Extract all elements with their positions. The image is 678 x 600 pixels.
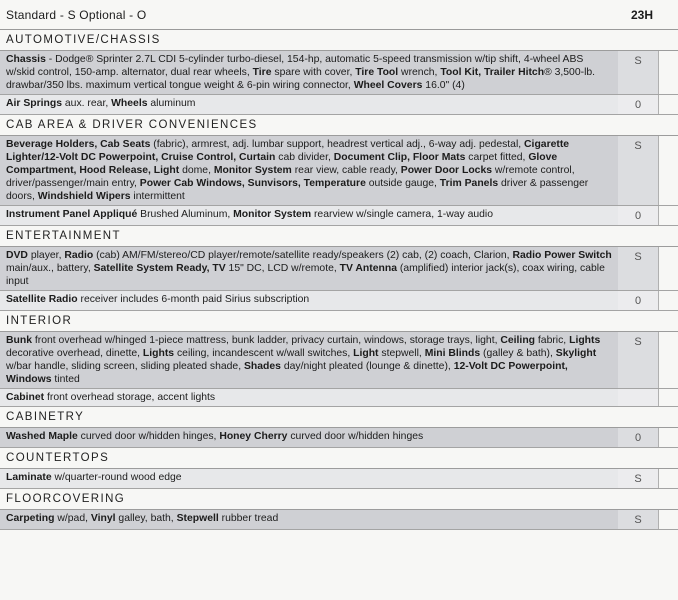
- feature-name: Ceiling: [500, 335, 536, 346]
- section-title: ENTERTAINMENT: [0, 226, 678, 247]
- feature-detail: cab divider,: [275, 152, 334, 163]
- feature-detail: aux. rear,: [62, 98, 112, 109]
- row-edge: [658, 389, 678, 406]
- feature-detail: outside gauge,: [365, 178, 440, 189]
- feature-detail: main/aux., battery,: [6, 263, 94, 274]
- feature-detail: 16.0" (4): [422, 80, 465, 91]
- availability-value: S: [618, 247, 658, 290]
- feature-detail: curved door w/hidden hinges,: [77, 431, 220, 442]
- feature-detail: ® 3,500-lb. drawbar/350 lbs. maximum vertical tongue weight & 6-pin wiring connector,: [6, 67, 596, 91]
- feature-name: TV Antenna: [339, 263, 397, 274]
- feature-name: Tire: [252, 67, 272, 78]
- spec-row: [0, 291, 678, 311]
- row-edge: [658, 247, 678, 290]
- feature-detail: w/quarter-round wood edge: [51, 472, 182, 483]
- feature-detail: (fabric), armrest, adj. lumbar support, headrest vertical adj., 6-way adj. pedestal,: [150, 139, 525, 150]
- feature-detail: tinted: [51, 374, 80, 385]
- feature-name: Trim Panels: [439, 178, 499, 189]
- feature-name: Cigarette Lighter/12-Volt DC Powerpoint, Cruise Control, Curtain: [6, 139, 570, 163]
- feature-detail: (cab) AM/FM/stereo/CD player/remote/satellite ready/speakers (2) cab, (2) coach, Clarion,: [93, 250, 513, 261]
- feature-name: Vinyl: [90, 513, 116, 524]
- feature-detail: carpet fitted,: [465, 152, 529, 163]
- availability-value: S: [618, 469, 658, 488]
- feature-detail: w/bar handle, sliding screen, sliding pleated shade,: [6, 361, 244, 372]
- feature-name: Beverage Holders, Cab Seats: [6, 139, 151, 150]
- feature-name: Windshield Wipers: [37, 191, 131, 202]
- feature-name: Light: [353, 348, 379, 359]
- feature-name: Stepwell: [176, 513, 219, 524]
- row-edge: [658, 510, 678, 529]
- feature-name: Air Springs: [6, 98, 63, 109]
- feature-name: Washed Maple: [6, 431, 78, 442]
- section-title: CAB AREA & DRIVER CONVENIENCES: [0, 115, 678, 136]
- feature-name: Wheels: [111, 98, 148, 109]
- feature-name: Document Clip, Floor Mats: [333, 152, 466, 163]
- feature-name: Power Cab Windows, Sunvisors, Temperature: [139, 178, 366, 189]
- model-column-header: 23H: [630, 7, 653, 22]
- feature-name: Tire Tool: [355, 67, 399, 78]
- spec-row: [0, 136, 678, 206]
- feature-name: Tool Kit, Trailer Hitch: [440, 67, 545, 78]
- feature-detail: decorative overhead, dinette,: [6, 348, 143, 359]
- feature-name: Monitor System: [213, 165, 292, 176]
- feature-detail: front overhead w/hinged 1-piece mattress, bunk ladder, privacy curtain, windows, storage trays, light,: [31, 335, 501, 346]
- feature-name: Lights: [569, 335, 601, 346]
- spec-description: [0, 247, 618, 290]
- spec-row: [0, 247, 678, 291]
- spec-row: [0, 95, 678, 115]
- spec-description: [0, 136, 618, 205]
- spec-row: [0, 332, 678, 389]
- feature-name: Radio: [64, 250, 94, 261]
- row-edge: [658, 136, 678, 205]
- feature-name: Mini Blinds: [424, 348, 481, 359]
- availability-value: 0: [618, 291, 658, 310]
- spec-description: [0, 95, 618, 114]
- feature-detail: player,: [27, 250, 65, 261]
- feature-detail: driver & passenger doors,: [6, 178, 589, 202]
- availability-value: S: [618, 51, 658, 94]
- legend-bar: [0, 0, 678, 30]
- spec-description: [0, 469, 618, 488]
- feature-name: Honey Cherry: [219, 431, 288, 442]
- availability-value: S: [618, 332, 658, 388]
- section-title: INTERIOR: [0, 311, 678, 332]
- feature-name: Satellite Radio: [6, 294, 78, 305]
- feature-detail: receiver includes 6-month paid Sirius subscription: [77, 294, 310, 305]
- row-edge: [658, 51, 678, 94]
- feature-name: Cabinet: [6, 392, 45, 403]
- feature-detail: ceiling, incandescent w/wall switches,: [174, 348, 354, 359]
- feature-name: Bunk: [6, 335, 32, 346]
- spec-row: [0, 469, 678, 489]
- feature-name: Laminate: [6, 472, 52, 483]
- section-title: COUNTERTOPS: [0, 448, 678, 469]
- feature-name: Skylight: [555, 348, 597, 359]
- feature-detail: 15" DC, LCD w/remote,: [225, 263, 340, 274]
- spec-description: [0, 51, 618, 94]
- feature-detail: aluminum: [147, 98, 196, 109]
- availability-value: 0: [618, 206, 658, 225]
- spec-description: [0, 206, 618, 225]
- spec-description: [0, 389, 618, 406]
- row-edge: [658, 428, 678, 447]
- feature-detail: wrench,: [398, 67, 441, 78]
- feature-detail: galley, bath,: [115, 513, 177, 524]
- feature-name: Wheel Covers: [353, 80, 423, 91]
- feature-detail: w/pad,: [54, 513, 91, 524]
- feature-detail: (amplified) interior jack(s), coax wiring, cable input: [6, 263, 605, 287]
- feature-name: Satellite System Ready, TV: [93, 263, 226, 274]
- availability-value: [618, 389, 658, 406]
- row-edge: [658, 291, 678, 310]
- row-edge: [658, 95, 678, 114]
- feature-detail: rubber tread: [218, 513, 279, 524]
- row-edge: [658, 206, 678, 225]
- feature-detail: fabric,: [535, 335, 570, 346]
- feature-detail: curved door w/hidden hinges: [287, 431, 424, 442]
- feature-name: Glove Compartment, Hood Release, Light: [6, 152, 558, 176]
- availability-value: S: [618, 136, 658, 205]
- spec-description: [0, 510, 618, 529]
- feature-detail: stepwell,: [378, 348, 425, 359]
- feature-detail: front overhead storage, accent lights: [44, 392, 216, 403]
- spec-description: [0, 332, 618, 388]
- row-edge: [658, 332, 678, 388]
- section-title: FLOORCOVERING: [0, 489, 678, 510]
- legend-text: Standard - S Optional - O: [6, 7, 147, 22]
- feature-name: Lights: [142, 348, 175, 359]
- feature-name: Carpeting: [6, 513, 55, 524]
- spec-description: [0, 291, 618, 310]
- spec-row: [0, 389, 678, 407]
- availability-value: 0: [618, 95, 658, 114]
- feature-name: DVD: [6, 250, 28, 261]
- feature-detail: rearview w/single camera, 1-way audio: [311, 209, 493, 220]
- feature-name: Shades: [243, 361, 281, 372]
- feature-detail: intermittent: [130, 191, 185, 202]
- row-edge: [658, 469, 678, 488]
- spec-row: [0, 206, 678, 226]
- feature-detail: - Dodge® Sprinter 2.7L CDI 5-cylinder turbo-diesel, 154-hp, automatic 5-speed transmission w/tip shift, 4-wheel ABS w/skid control, 150-amp. alternator, dual rear wheels,: [6, 54, 584, 78]
- spec-table: [0, 30, 678, 530]
- feature-name: Power Door Locks: [400, 165, 493, 176]
- feature-detail: w/remote control, driver/passenger/main entry,: [6, 165, 575, 189]
- spec-description: [0, 428, 618, 447]
- feature-detail: rear view, cable ready,: [291, 165, 401, 176]
- feature-name: Instrument Panel Appliqué: [6, 209, 138, 220]
- spec-row: [0, 51, 678, 95]
- feature-name: Radio Power Switch: [512, 250, 612, 261]
- feature-detail: Brushed Aluminum,: [137, 209, 234, 220]
- availability-value: 0: [618, 428, 658, 447]
- spec-row: [0, 428, 678, 448]
- feature-detail: day/night pleated (lounge & dinette),: [280, 361, 454, 372]
- feature-detail: (galley & bath),: [480, 348, 556, 359]
- feature-name: Monitor System: [233, 209, 312, 220]
- section-title: AUTOMOTIVE/CHASSIS: [0, 30, 678, 51]
- feature-detail: dome,: [179, 165, 214, 176]
- section-title: CABINETRY: [0, 407, 678, 428]
- feature-name: 12-Volt DC Powerpoint, Windows: [6, 361, 568, 385]
- availability-value: S: [618, 510, 658, 529]
- feature-name: Chassis: [6, 54, 46, 65]
- feature-detail: spare with cover,: [271, 67, 356, 78]
- spec-row: [0, 510, 678, 530]
